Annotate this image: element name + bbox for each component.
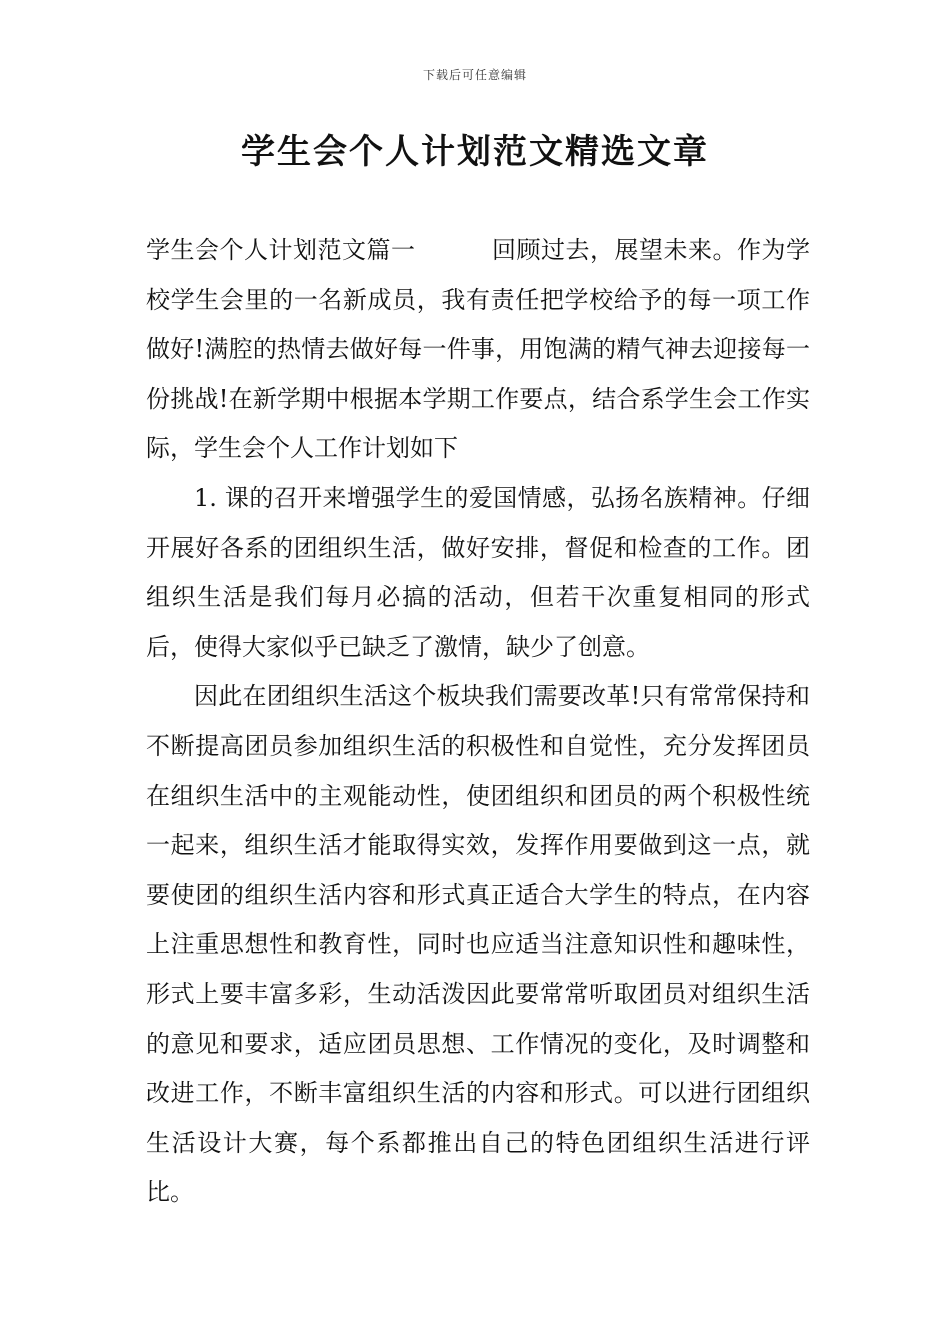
document-body <box>146 226 810 1218</box>
intro-heading: 学生会个人计划范文篇一 <box>146 236 416 264</box>
paragraph-1: 1. 课的召开来增强学生的爱国情感，弘扬名族精神。仔细开展好各系的团组织生活，做好安排，督促和检查的工作。团组织生活是我们每月必搞的活动，但若干次重复相同的形式后，使得大家似乎已缺乏了激情，缺少了创意。 <box>146 483 810 661</box>
page-title: 学生会个人计划范文精选文章 <box>241 132 709 172</box>
intro-body: 回顾过去，展望未来。作为学校学生会里的一名新成员，我有责任把学校给予的每一项工作做好!满腔的热情去做好每一件事，用饱满的精气神去迎接每一份挑战!在新学期中根据本学期工作要点，结合系学生会工作实际，学生会个人工作计划如下 <box>146 236 810 463</box>
paragraph-2: 因此在团组织生活这个板块我们需要改革!只有常常保持和不断提高团员参加组织生活的积极性和自觉性，充分发挥团员在组织生活中的主观能动性，使团组织和团员的两个积极性统一起来，组织生活才能取得实效，发挥作用要做到这一点，就要使团的组织生活内容和形式真正适合大学生的特点，在内容上注重思想性和教育性，同时也应适当注意知识性和趣味性，形式上要丰富多彩，生动活泼因此要常常听取团员对组织生活的意见和要求，适应团员思想、工作情况的变化，及时调整和改进工作，不断丰富组织生活的内容和形式。可以进行团组织生活设计大赛，每个系都推出自己的特色团组织生活进行评比。 <box>146 682 810 1207</box>
intro-paragraph <box>146 226 810 474</box>
header-note: 下载后可任意编辑 <box>422 68 527 82</box>
